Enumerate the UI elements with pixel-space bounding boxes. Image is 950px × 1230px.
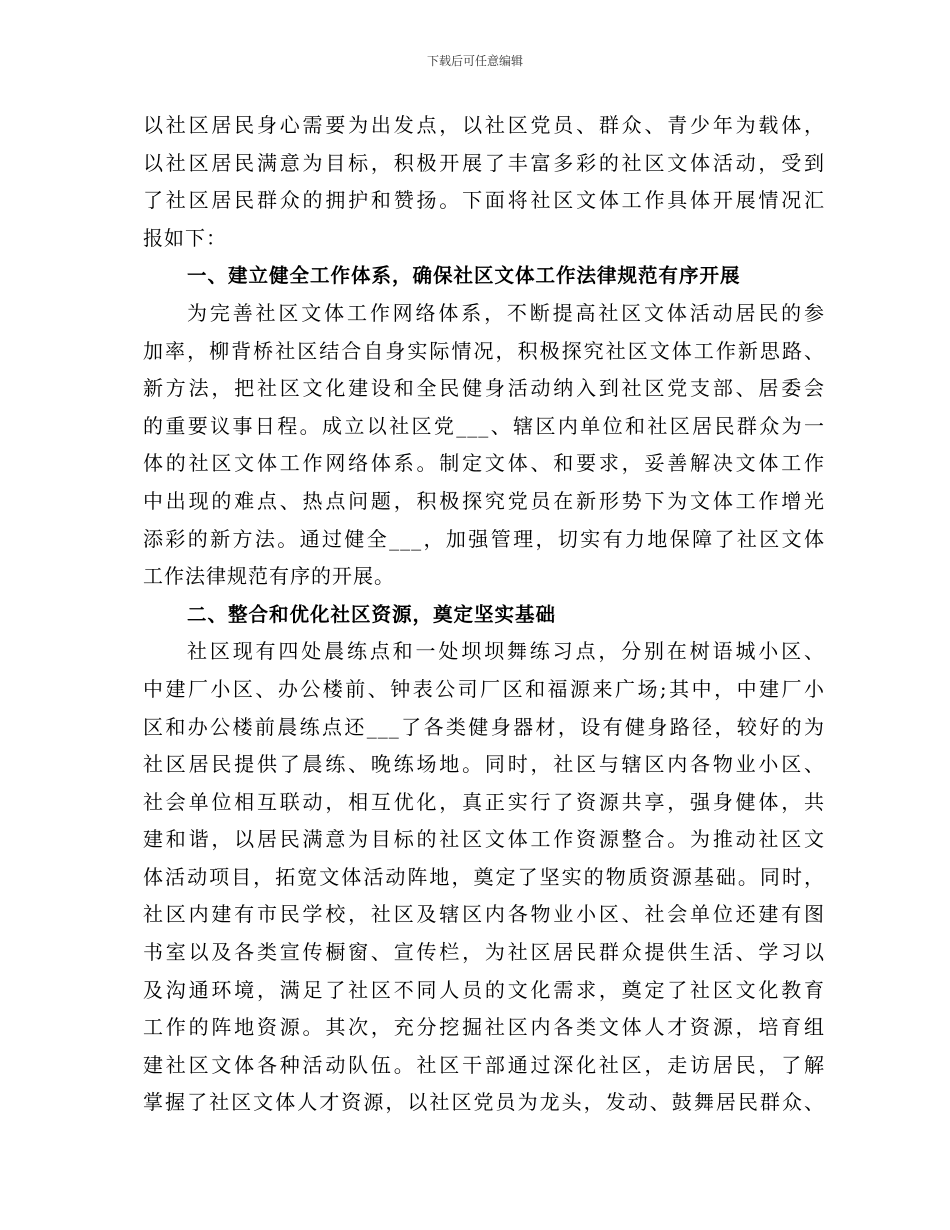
text-line: 掌握了社区文体人才资源，以社区党员为龙头，发动、鼓舞居民群众、 bbox=[143, 1090, 825, 1115]
text-line: 为完善社区文体工作网络体系，不断提高社区文体活动居民的参 bbox=[187, 300, 825, 325]
text-line: 社区现有四处晨练点和一处坝坝舞练习点，分别在树语城小区、 bbox=[187, 639, 825, 664]
text-line: 及沟通环境，满足了社区不同人员的文化需求，奠定了社区文化教育 bbox=[143, 977, 825, 1002]
text-line: 加率，柳背桥社区结合自身实际情况，积极探究社区文体工作新思路、 bbox=[143, 338, 825, 363]
text-line: 社区居民提供了晨练、晚练场地。同时，社区与辖区内各物业小区、 bbox=[143, 752, 825, 777]
text-line: 区和办公楼前晨练点还___了各类健身器材，设有健身路径，较好的为 bbox=[143, 714, 825, 739]
text-line: 以社区居民身心需要为出发点，以社区党员、群众、青少年为载体， bbox=[143, 113, 825, 137]
paragraph-intro bbox=[143, 107, 825, 257]
text-line: 添彩的新方法。通过健全___，加强管理，切实有力地保障了社区文体 bbox=[143, 526, 825, 551]
text-line: 工作法律规范有序的开展。 bbox=[143, 564, 395, 589]
text-line: 体的社区文体工作网络体系。制定文体、和要求，妥善解决文体工作 bbox=[143, 451, 825, 476]
text-line: 社会单位相互联动，相互优化，真正实行了资源共享，强身健体，共 bbox=[143, 789, 825, 814]
text-line: 工作的阵地资源。其次，充分挖掘社区内各类文体人才资源，培育组 bbox=[143, 1015, 825, 1040]
text-line: 建和谐，以居民满意为目标的社区文体工作资源整合。为推动社区文 bbox=[143, 827, 825, 852]
paragraph-section-1 bbox=[143, 295, 825, 596]
section-heading-2: 二、整合和优化社区资源，奠定坚实基础 bbox=[187, 602, 557, 626]
document-body bbox=[143, 107, 825, 1122]
text-line: 社区内建有市民学校，社区及辖区内各物业小区、社会单位还建有图 bbox=[143, 902, 825, 927]
text-line: 新方法，把社区文化建设和全民健身活动纳入到社区党支部、居委会 bbox=[143, 376, 825, 401]
page-header-note: 下载后可任意编辑 bbox=[426, 54, 523, 68]
text-line: 以社区居民满意为目标，积极开展了丰富多彩的社区文体活动，受到 bbox=[143, 150, 825, 175]
text-line: 中建厂小区、办公楼前、钟表公司厂区和福源来广场;其中，中建厂小 bbox=[143, 676, 825, 701]
text-line: 建社区文体各种活动队伍。社区干部通过深化社区，走访居民，了解 bbox=[143, 1052, 825, 1077]
paragraph-section-2 bbox=[143, 633, 825, 1122]
section-heading-1: 一、建立健全工作体系，确保社区文体工作法律规范有序开展 bbox=[187, 264, 741, 288]
text-line: 书室以及各类宣传橱窗、宣传栏，为社区居民群众提供生活、学习以 bbox=[143, 940, 825, 965]
text-line: 的重要议事日程。成立以社区党___、辖区内单位和社区居民群众为一 bbox=[143, 413, 825, 438]
text-line: 报如下： bbox=[143, 225, 227, 250]
text-line: 体活动项目，拓宽文体活动阵地，奠定了坚实的物质资源基础。同时， bbox=[143, 864, 825, 889]
text-line: 中出现的难点、热点问题，积极探究党员在新形势下为文体工作增光 bbox=[143, 488, 825, 513]
text-line: 了社区居民群众的拥护和赞扬。下面将社区文体工作具体开展情况汇 bbox=[143, 188, 825, 213]
